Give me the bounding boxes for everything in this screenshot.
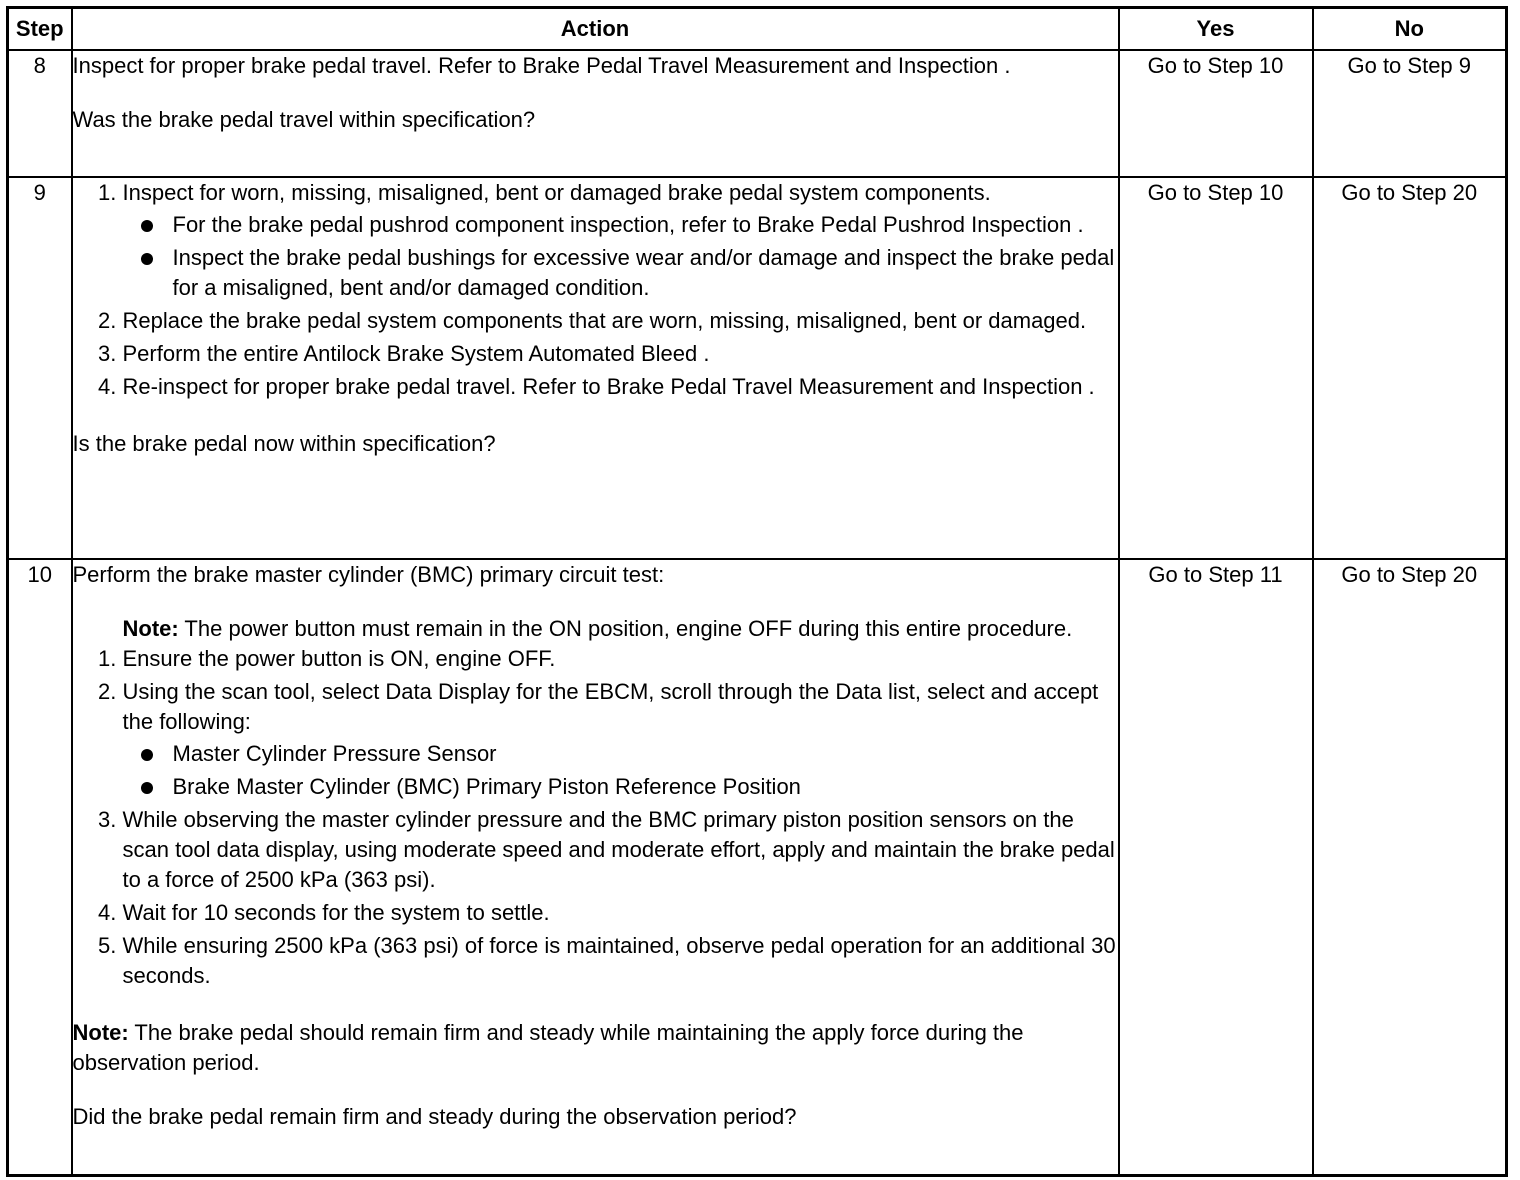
list-item: 3. Perform the entire Antilock Brake System Automated Bleed . [123,339,1118,369]
bullet-item [173,210,1118,240]
bullet-item [173,772,1118,802]
note-text: The power button must remain in the ON position, engine OFF during this entire procedure. [178,616,1073,641]
bullet-item [173,739,1118,769]
header-step: Step [8,8,72,51]
list-item: 2. Replace the brake pedal system components that are worn, missing, misaligned, bent or damaged. [123,306,1118,336]
header-row [8,8,1507,51]
action-intro: Inspect for proper brake pedal travel. Refer to Brake Pedal Travel Measurement and Inspection . [72,53,1011,78]
note-label: Note: [122,616,179,641]
action-cell [72,177,1119,559]
list-item: 4. Re-inspect for proper brake pedal travel. Refer to Brake Pedal Travel Measurement and Inspection . [123,372,1118,402]
bullet-text: Master Cylinder Pressure Sensor [172,741,497,766]
yes-result: Go to Step 10 [1119,50,1313,177]
bullet-icon [141,749,153,761]
header-yes: Yes [1119,8,1313,51]
bullet-text: For the brake pedal pushrod component inspection, refer to Brake Pedal Pushrod Inspection . [172,212,1084,237]
table-row-step-10 [8,559,1507,1175]
no-result: Go to Step 9 [1313,50,1507,177]
action-question: Is the brake pedal now within specification? [72,431,496,456]
action-cell [72,50,1119,177]
bullet-icon [141,253,153,265]
list-item [123,178,1118,303]
bullet-text: Inspect the brake pedal bushings for excessive wear and/or damage and inspect the brake pedal for a misaligned, bent and/or damaged condition. [172,245,1115,300]
bullet-list [123,739,1118,802]
note-label: Note: [72,1020,129,1045]
yes-result: Go to Step 11 [1119,559,1313,1175]
procedure-list [73,644,1118,991]
action-cell [72,559,1119,1175]
list-item: 1. Ensure the power button is ON, engine OFF. [123,644,1118,674]
bullet-icon [141,220,153,232]
table-row-step-9 [8,177,1507,559]
action-intro: Perform the brake master cylinder (BMC) primary circuit test: [72,562,665,587]
list-item: 4. Wait for 10 seconds for the system to settle. [123,898,1118,928]
yes-result: Go to Step 10 [1119,177,1313,559]
no-result: Go to Step 20 [1313,559,1507,1175]
note-text: The brake pedal should remain firm and steady while maintaining the apply force during the observation period. [72,1020,1024,1075]
list-item: 3. While observing the master cylinder pressure and the BMC primary piston position sensors on the scan tool data display, using moderate speed and moderate effort, apply and maintain the brake pedal to a force of 2500 kPa (363 psi). [123,805,1118,895]
list-item-text: Using the scan tool, select Data Display for the EBCM, scroll through the Data list, select and accept the following: [122,679,1099,734]
step-number: 9 [8,177,72,559]
no-result: Go to Step 20 [1313,177,1507,559]
bullet-text: Brake Master Cylinder (BMC) Primary Piston Reference Position [172,774,801,799]
note-caution [73,614,1118,644]
bullet-item [173,243,1118,303]
bullet-icon [141,782,153,794]
header-no: No [1313,8,1507,51]
step-number: 10 [8,559,72,1175]
action-question: Was the brake pedal travel within specification? [72,107,536,132]
step-number: 8 [8,50,72,177]
diagnostic-table [6,6,1508,1177]
action-question: Did the brake pedal remain firm and steady during the observation period? [72,1104,797,1129]
list-item: 5. While ensuring 2500 kPa (363 psi) of force is maintained, observe pedal operation for an additional 30 seconds. [123,931,1118,991]
procedure-list [73,178,1118,402]
table-row-step-8 [8,50,1507,177]
header-action: Action [72,8,1119,51]
list-item [123,677,1118,802]
bullet-list [123,210,1118,303]
list-item-text: Inspect for worn, missing, misaligned, bent or damaged brake pedal system components. [122,180,991,205]
note-observation [73,1018,1118,1078]
